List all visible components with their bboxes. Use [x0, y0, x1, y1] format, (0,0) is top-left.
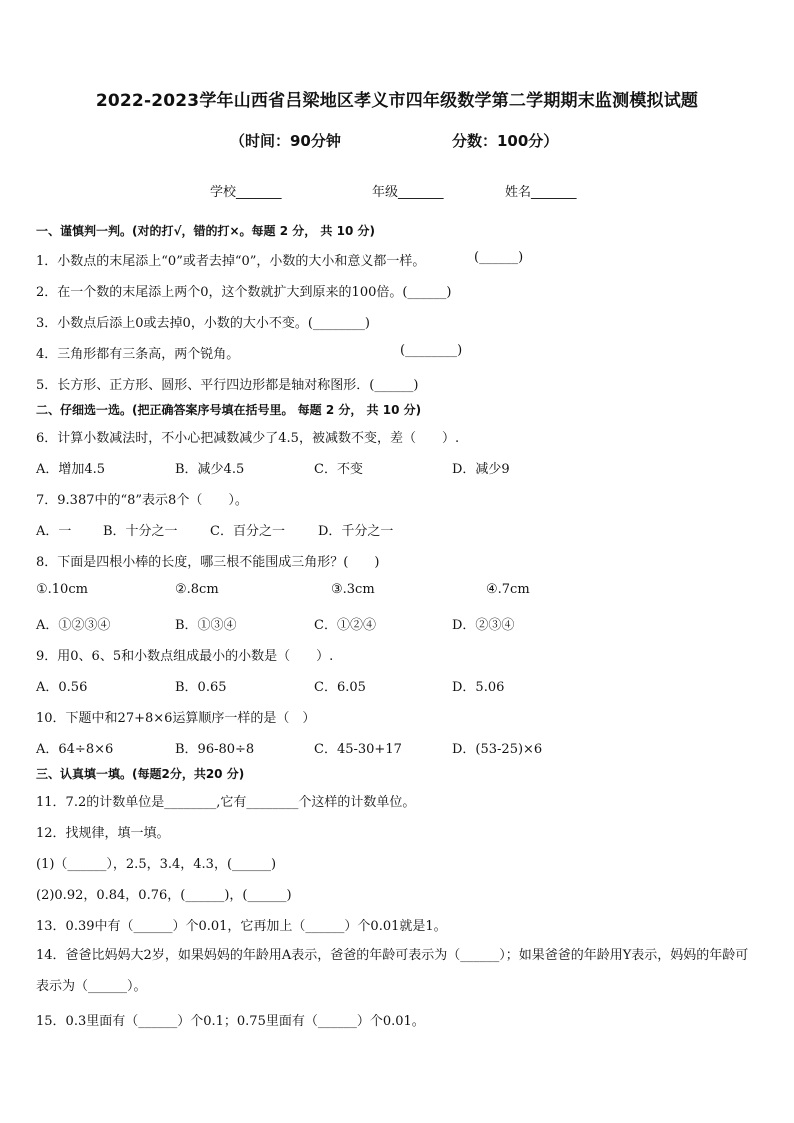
question-10: 10．下题中和27+8×6运算顺序一样的是（ ）: [36, 711, 316, 726]
q7-option-b[interactable]: B．十分之一: [103, 524, 178, 539]
q8-option-b[interactable]: B．①③④: [175, 618, 237, 633]
q8-option-a[interactable]: A．①②③④: [36, 618, 111, 633]
q9-option-d[interactable]: D．5.06: [452, 680, 505, 695]
question-15: 15．0.3里面有（______）个0.1；0.75里面有（______）个0.01。: [36, 1014, 425, 1029]
question-11: 11．7.2的计数单位是________,它有________个这样的计数单位。: [36, 795, 416, 810]
q7-option-c[interactable]: C．百分之一: [210, 524, 285, 539]
question-2: 2．在一个数的末尾添上两个0，这个数就扩大到原来的100倍。(______): [36, 285, 452, 300]
q10-option-d[interactable]: D．(53-25)×6: [452, 742, 543, 757]
q8-stick-1: ①.10cm: [36, 582, 88, 597]
section-3-heading: 三、认真填一填。(每题2分，共20 分): [36, 767, 245, 781]
question-3: 3．小数点后添上0或去掉0，小数的大小不变。(________): [36, 316, 370, 331]
question-9: 9．用0、6、5和小数点组成最小的小数是（ ）.: [36, 649, 334, 664]
school-field[interactable]: 学校_______: [210, 185, 282, 200]
q10-option-b[interactable]: B．96-80÷8: [175, 742, 255, 757]
q8-stick-3: ③.3cm: [331, 582, 375, 597]
q9-option-b[interactable]: B．0.65: [175, 680, 227, 695]
grade-field[interactable]: 年级_______: [372, 185, 444, 200]
q6-option-d[interactable]: D．减少9: [452, 462, 510, 477]
question-12-part-1: (1)（______），2.5，3.4，4.3，(______): [36, 857, 277, 872]
question-4: 4．三角形都有三条高，两个锐角。: [36, 347, 240, 362]
q9-option-c[interactable]: C．6.05: [314, 680, 366, 695]
question-5: 5．长方形、正方形、圆形、平行四边形都是轴对称图形．(______): [36, 378, 419, 393]
question-12-part-2: (2)0.92，0.84，0.76，(______)，(______): [36, 888, 292, 903]
q7-option-d[interactable]: D．千分之一: [318, 524, 394, 539]
q8-option-c[interactable]: C．①②④: [314, 618, 376, 633]
question-13: 13．0.39中有（______）个0.01，它再加上（______）个0.01就是1。: [36, 919, 447, 934]
question-6: 6．计算小数减法时，不小心把减数减少了4.5，被减数不变，差（ ）.: [36, 431, 460, 446]
section-1-heading: 一、谨慎判一判。(对的打√，错的打×。每题 2 分， 共 10 分): [36, 224, 375, 238]
q10-option-a[interactable]: A．64÷8×6: [36, 742, 114, 757]
exam-score: 分数：100分）: [452, 132, 559, 150]
q6-option-c[interactable]: C．不变: [314, 462, 363, 477]
question-12: 12．找规律，填一填。: [36, 826, 170, 841]
question-4-blank[interactable]: (________): [400, 343, 463, 358]
q7-option-a[interactable]: A．一: [36, 524, 72, 539]
section-2-heading: 二、仔细选一选。(把正确答案序号填在括号里。 每题 2 分， 共 10 分): [36, 403, 422, 417]
question-7: 7．9.387中的“8”表示8个（ ）。: [36, 493, 248, 508]
name-field[interactable]: 姓名_______: [505, 185, 577, 200]
q8-stick-4: ④.7cm: [486, 582, 530, 597]
q10-option-c[interactable]: C．45-30+17: [314, 742, 402, 757]
q8-option-d[interactable]: D．②③④: [452, 618, 515, 633]
q9-option-a[interactable]: A．0.56: [36, 680, 88, 695]
exam-title: 2022-2023学年山西省吕梁地区孝义市四年级数学第二学期期末监测模拟试题: [95, 91, 699, 111]
exam-time: （时间：90分钟: [230, 132, 341, 150]
q8-stick-2: ②.8cm: [175, 582, 219, 597]
q6-option-b[interactable]: B．减少4.5: [175, 462, 245, 477]
question-8: 8．下面是四根小棒的长度，哪三根不能围成三角形？( ): [36, 555, 380, 570]
q6-option-a[interactable]: A．增加4.5: [36, 462, 106, 477]
question-1-blank[interactable]: (______): [474, 250, 524, 265]
question-1: 1．小数点的末尾添上“0”或者去掉“0”，小数的大小和意义都一样。: [36, 254, 426, 269]
question-14: 14．爸爸比妈妈大2岁，如果妈妈的年龄用A表示，爸爸的年龄可表示为（______）；如果爸爸的年龄用Y表示，妈妈的年龄可表示为（______）。: [36, 948, 749, 994]
